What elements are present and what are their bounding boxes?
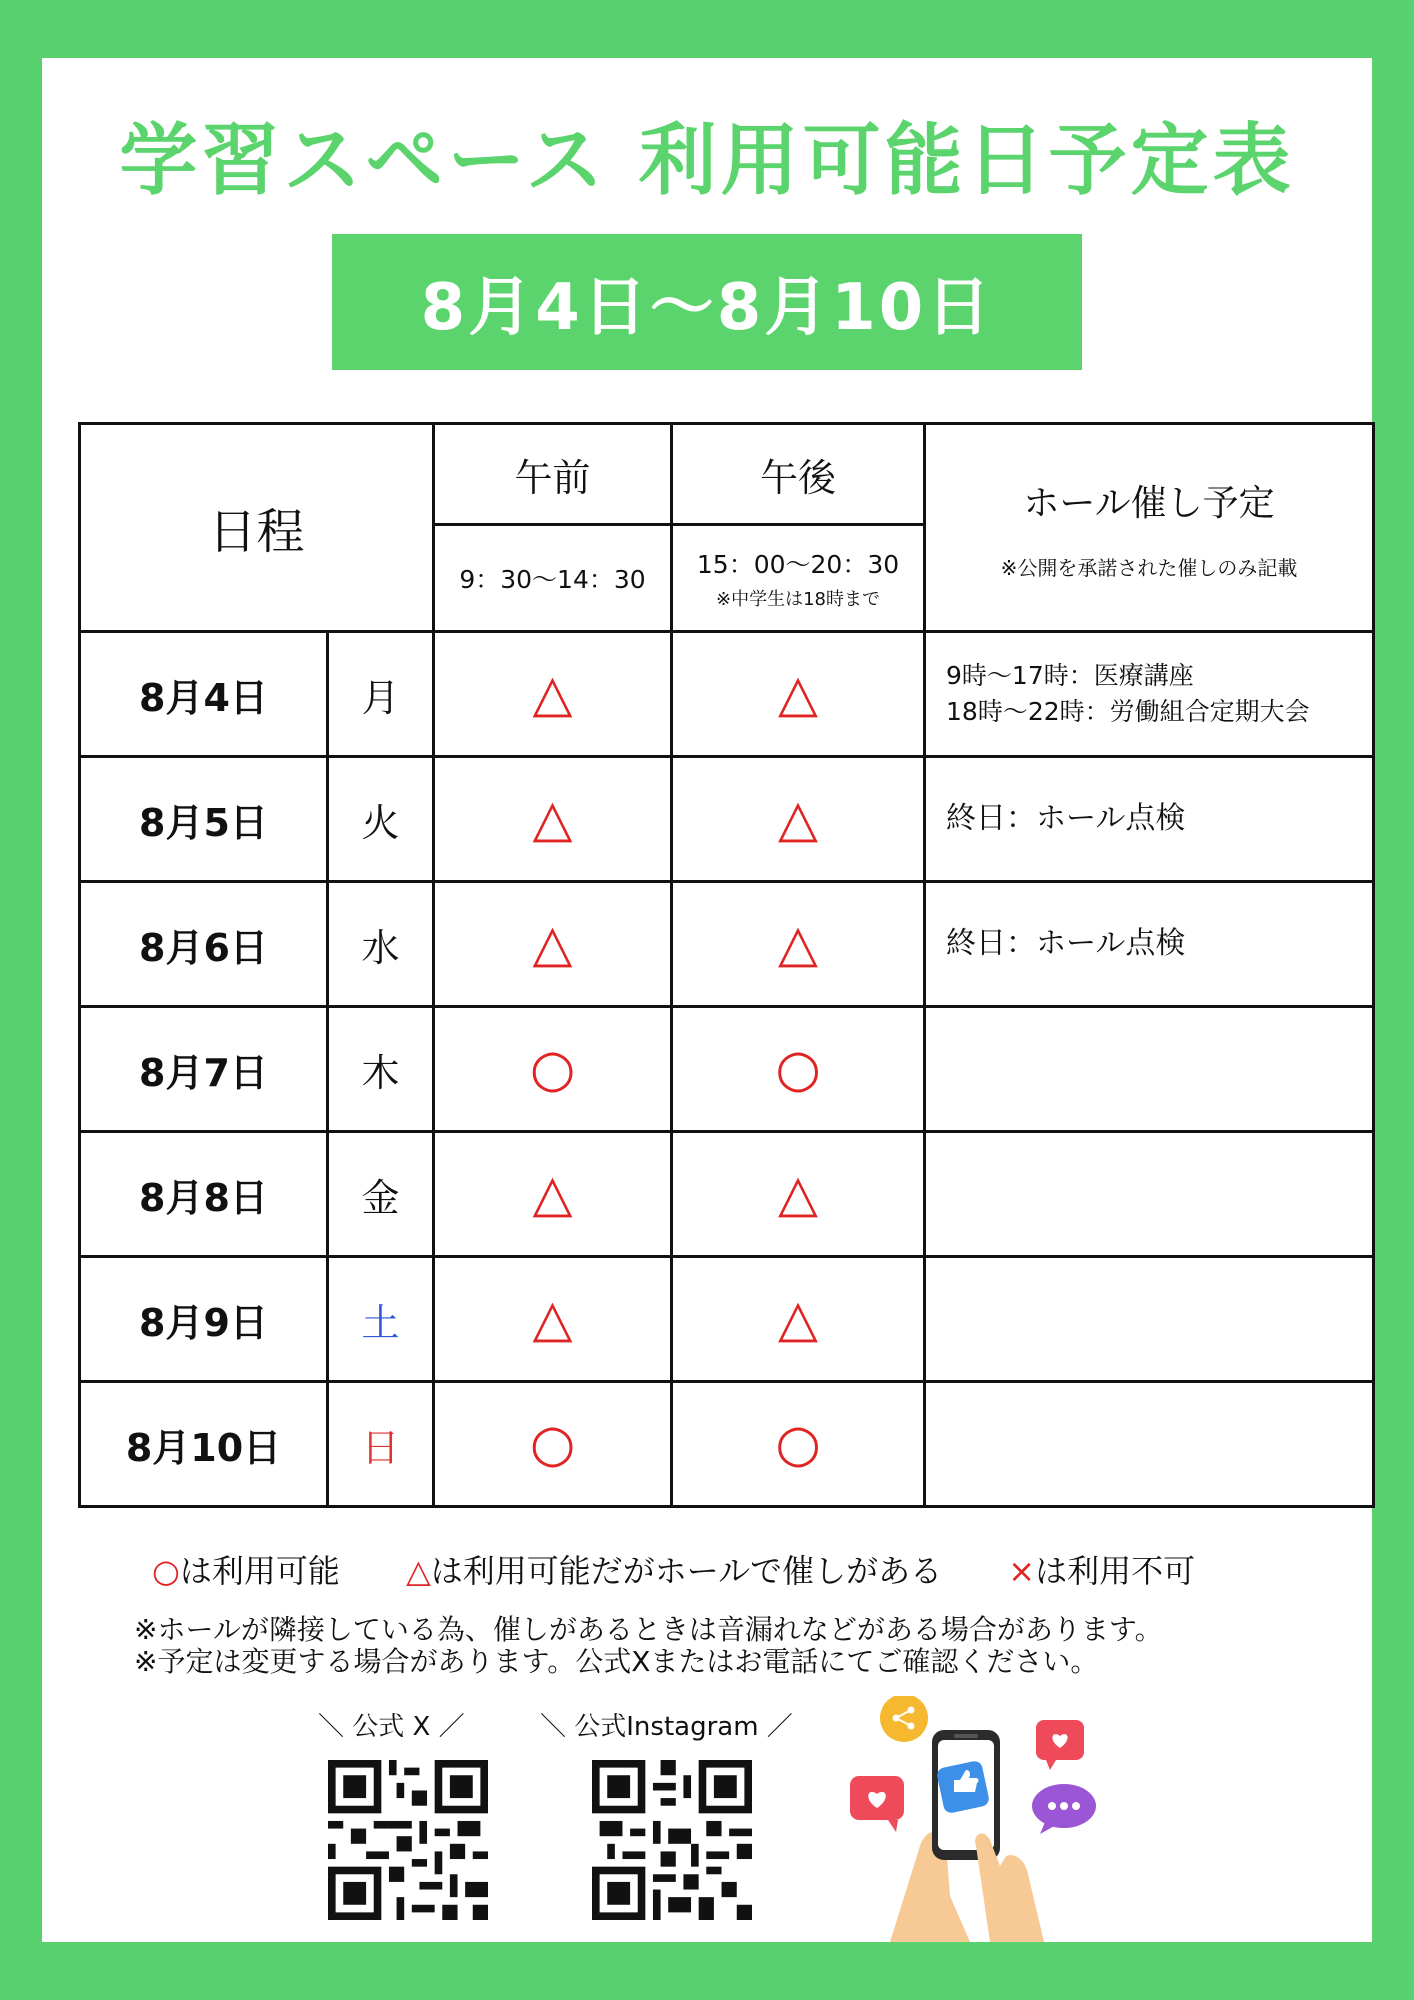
date-cell: 8月7日 xyxy=(80,1007,328,1132)
instagram-label: ＼ 公式Instagram ／ xyxy=(540,1712,793,1742)
pm-status: △ xyxy=(672,632,925,757)
pm-status: △ xyxy=(672,1132,925,1257)
weekday-cell: 金 xyxy=(328,1132,434,1257)
event-cell xyxy=(925,1257,1374,1382)
note-line: ※ホールが隣接している為、催しがあるときは音漏れなどがある場合があります。 xyxy=(134,1613,1163,1646)
heart-bubble-icon xyxy=(1036,1720,1084,1770)
am-status: ○ xyxy=(434,1382,672,1507)
pm-time-cell xyxy=(672,525,925,632)
date-cell: 8月4日 xyxy=(80,632,328,757)
share-icon xyxy=(880,1696,928,1742)
schedule-table xyxy=(78,422,1375,1508)
legend xyxy=(152,1546,1332,1592)
weekday-cell: 土 xyxy=(328,1257,434,1382)
date-cell: 8月5日 xyxy=(80,757,328,882)
date-range-text: 8月4日〜8月10日 xyxy=(420,271,994,345)
heart-bubble-icon xyxy=(850,1776,904,1832)
date-cell: 8月10日 xyxy=(80,1382,328,1507)
table-row xyxy=(80,1007,1374,1132)
am-header: 午前 xyxy=(434,424,672,525)
date-cell: 8月9日 xyxy=(80,1257,328,1382)
table-header-row xyxy=(80,424,1374,525)
social-media-illustration xyxy=(850,1696,1150,1942)
event-line: 9時〜17時：医療講座 xyxy=(946,661,1194,690)
event-header xyxy=(925,424,1374,632)
pointing-hand xyxy=(975,1833,1044,1942)
weekday-cell: 木 xyxy=(328,1007,434,1132)
date-cell: 8月8日 xyxy=(80,1132,328,1257)
pm-status: △ xyxy=(672,757,925,882)
circle-mark-icon: ○ xyxy=(152,1552,180,1590)
x-qr-code-icon[interactable] xyxy=(328,1760,488,1920)
legend-event: △は利用可能だがホールで催しがある xyxy=(406,1552,943,1590)
table-row xyxy=(80,632,1374,757)
am-status: △ xyxy=(434,757,672,882)
am-status: ○ xyxy=(434,1007,672,1132)
table-row xyxy=(80,1132,1374,1257)
pm-note: ※中学生は18時まで xyxy=(716,589,881,610)
event-header-note: ※公開を承諾された催しのみ記載 xyxy=(1000,555,1298,580)
date-range-banner xyxy=(332,234,1082,370)
event-cell: 終日：ホール点検 xyxy=(925,757,1374,882)
page-title: 学習スペース 利用可能日予定表 xyxy=(119,116,1295,206)
weekday-cell: 水 xyxy=(328,882,434,1007)
legend-unavailable: ×は利用不可 xyxy=(1008,1552,1196,1590)
note-line: ※予定は変更する場合があります。公式Xまたはお電話にてご確認ください。 xyxy=(134,1645,1099,1678)
event-line: 18時〜22時：労働組合定期大会 xyxy=(946,697,1310,726)
instagram-qr-code-icon[interactable] xyxy=(592,1760,752,1920)
cross-mark-icon: × xyxy=(1008,1552,1036,1590)
table-row xyxy=(80,757,1374,882)
event-cell xyxy=(925,1132,1374,1257)
table-row xyxy=(80,882,1374,1007)
am-status: △ xyxy=(434,632,672,757)
pm-header: 午後 xyxy=(672,424,925,525)
weekday-cell: 日 xyxy=(328,1382,434,1507)
date-cell: 8月6日 xyxy=(80,882,328,1007)
am-status: △ xyxy=(434,1257,672,1382)
chat-bubble-icon xyxy=(1032,1784,1096,1834)
event-cell xyxy=(925,1007,1374,1132)
weekday-cell: 火 xyxy=(328,757,434,882)
event-header-title: ホール催し予定 xyxy=(1023,482,1275,524)
pm-status: △ xyxy=(672,882,925,1007)
am-status: △ xyxy=(434,882,672,1007)
weekday-cell: 月 xyxy=(328,632,434,757)
am-status: △ xyxy=(434,1132,672,1257)
event-cell xyxy=(925,632,1374,757)
pm-status: ○ xyxy=(672,1007,925,1132)
pm-status: △ xyxy=(672,1257,925,1382)
pm-time: 15：00〜20：30 xyxy=(696,550,900,579)
x-label: ＼ 公式 X ／ xyxy=(318,1712,465,1742)
thumbs-up-icon xyxy=(936,1760,991,1815)
table-row xyxy=(80,1257,1374,1382)
triangle-mark-icon: △ xyxy=(406,1552,431,1590)
schedule-header: 日程 xyxy=(80,424,434,632)
am-time: 9：30〜14：30 xyxy=(434,525,672,632)
event-cell xyxy=(925,1382,1374,1507)
notes xyxy=(134,1614,1334,1678)
table-row xyxy=(80,1382,1374,1507)
pm-status: ○ xyxy=(672,1382,925,1507)
poster-sheet xyxy=(42,58,1372,1942)
legend-available: ○は利用可能 xyxy=(152,1552,340,1590)
event-cell: 終日：ホール点検 xyxy=(925,882,1374,1007)
